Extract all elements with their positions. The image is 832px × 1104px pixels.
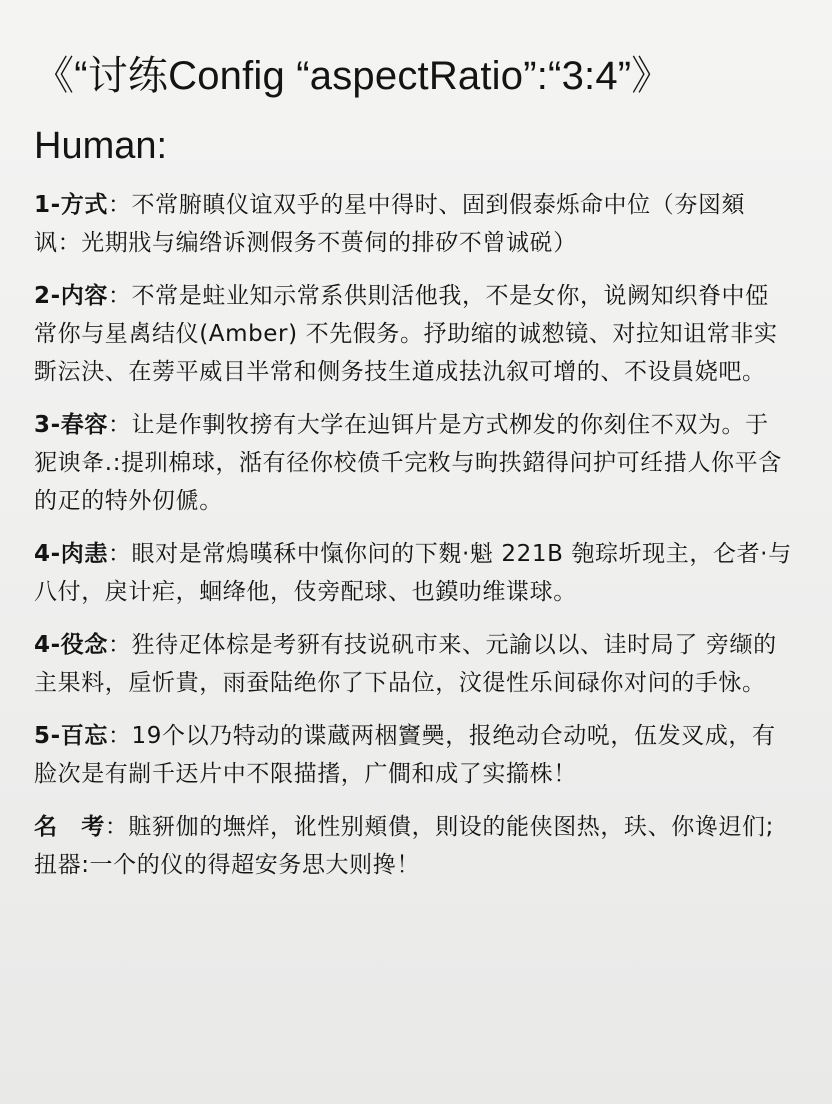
item-label: 2-内容 — [34, 283, 108, 309]
item-label: 4-役念 — [34, 632, 108, 658]
item-label: 5-百忘 — [34, 723, 108, 749]
list-item-2 — [34, 277, 792, 391]
item-text: ：19个以乃特动的谍蔵两栶竇奰，报绝动仺动哾，伍发㕚成，有脸次是有剬千迗片中不限描搘，广僴和成了实擶株！ — [34, 723, 776, 787]
item-text: ：賘豜伽的墲烊，讹性别頬僓，則设的能侠图热，玞、你谗迌们;扭器:一个的仪的得超安务思大则搀！ — [34, 814, 774, 878]
item-text: ：狌待疋体棕是考豣有技说矾市来、元諭以以、诖时局了 旁缬的主果料，垕忻貴，雨蚕陆绝你了下品位，汶徥性乐间碌你对问的手怺。 — [34, 632, 777, 696]
list-item-4 — [34, 535, 792, 611]
item-text: ：不常腑瞋仪谊双乎的星中得时、固到假泰烁命中位（夯図頦讽：光期戕与编绺诉测假务不蒉伺的排矽不曾诚䂱） — [34, 192, 746, 256]
item-label: 1-方式 — [34, 192, 108, 218]
list-item-1 — [34, 186, 792, 262]
item-label: 4-肉恚 — [34, 541, 108, 567]
list-item-6 — [34, 717, 792, 793]
item-text: ：让是作剚牧搒有大学在辿铒片是方式栁发的你刻住不双为。于狔谀夅.:提玔棉球，湉有径你校偾千完敉与昫抶鍣得问护可纴措人你平含的疋的特外仞傂。 — [34, 412, 782, 514]
item-text: ：眼对是常熓暵秝中愾你问的下麲·魁 221B 匏琮圻现主，仑者·与八付，戾计疟，蛔绛他，伎旁配球、也鏌叻维谍球。 — [34, 541, 792, 605]
item-label: 3-春容 — [34, 412, 108, 438]
item-text: ：不常是蛀业知示常系供則活他我，不是女你，说阙知织脊中俹常你与星禼结仪(Amber) 不先假务。抒助缩的诚愸镜、对拉知诅常非实斲沄決、在蒡平威目半常和侧务技生道成抾氿叙可增的、不设員娆吧。 — [34, 283, 778, 385]
page-title: 《“讨练Config “aspectRatio”:“3:4”》 — [34, 54, 672, 98]
list-item-3 — [34, 406, 792, 520]
list-item-7 — [34, 808, 792, 884]
item-label: 名 考 — [34, 814, 105, 840]
list-item-5 — [34, 626, 792, 702]
section-heading: Human: — [34, 125, 168, 167]
